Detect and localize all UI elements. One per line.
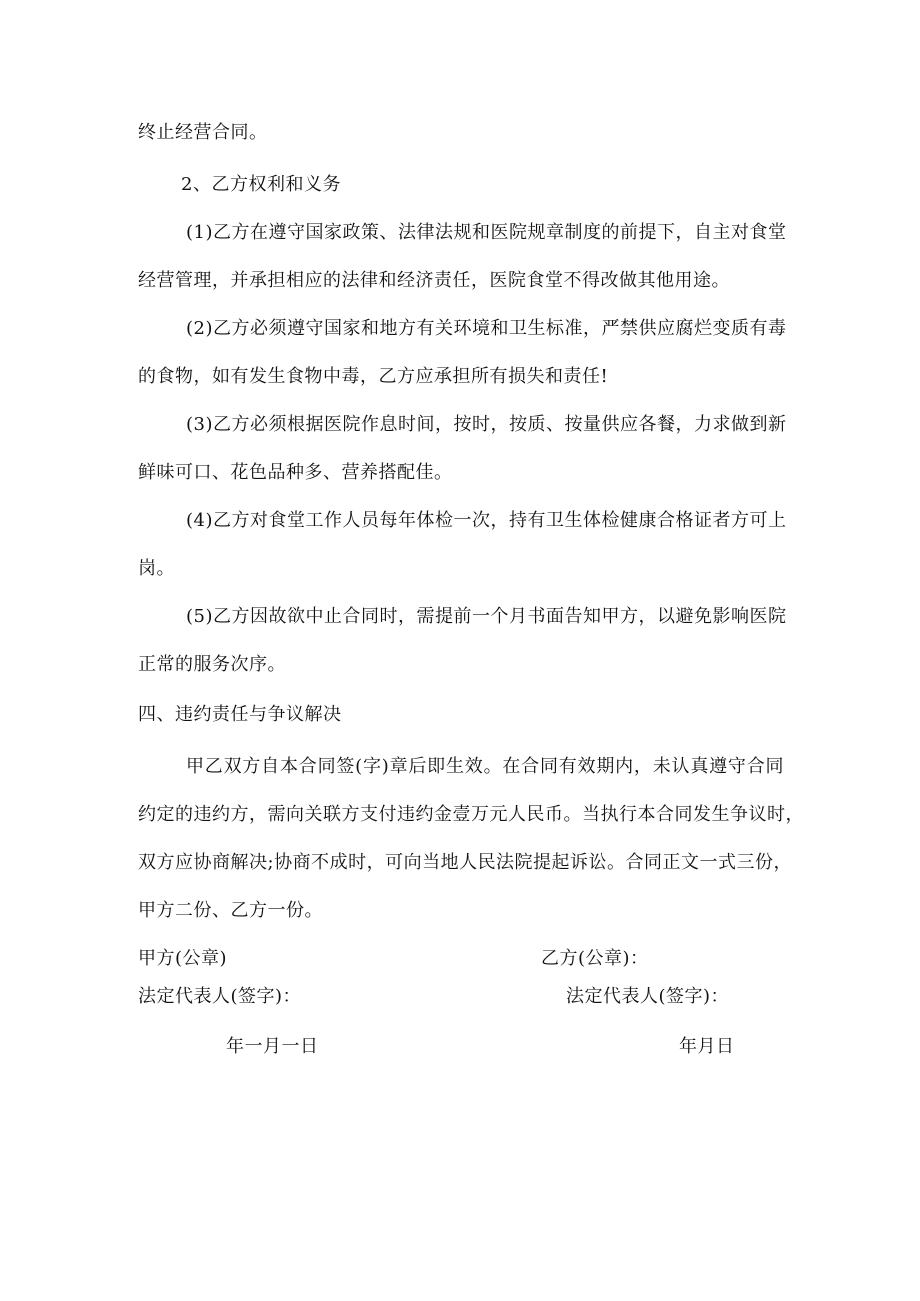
paragraph-line: 甲乙双方自本合同签(字)章后即生效。在合同有效期内，未认真遵守合同 — [186, 756, 784, 777]
paragraph-line: (5)乙方因故欲中止合同时，需提前一个月书面告知甲方，以避免影响医院 — [186, 606, 787, 627]
paragraph-line: 正常的服务次序。 — [138, 654, 286, 675]
paragraph-line: 终止经营合同。 — [138, 122, 268, 143]
paragraph-line: (2)乙方必须遵守国家和地方有关环境和卫生标准，严禁供应腐烂变质有毒 — [186, 318, 787, 339]
paragraph-line: 约定的违约方，需向关联方支付违约金壹万元人民币。当执行本合同发生争议时， — [138, 804, 804, 825]
party-b-seal-label: 乙方(公章)： — [541, 948, 649, 969]
paragraph-line: 鲜味可口、花色品种多、营养搭配佳。 — [138, 462, 453, 483]
party-b-date: 年月日 — [679, 1036, 735, 1057]
paragraph-line: 岗。 — [138, 558, 175, 579]
party-a-representative-label: 法定代表人(签字)： — [138, 986, 302, 1007]
paragraph-line: (4)乙方对食堂工作人员每年体检一次，持有卫生体检健康合格证者方可上 — [186, 510, 787, 531]
party-a-seal-label: 甲方(公章) — [138, 948, 228, 969]
paragraph-line: 经营管理，并承担相应的法律和经济责任，医院食堂不得改做其他用途。 — [138, 270, 730, 291]
section-heading: 四、违约责任与争议解决 — [138, 704, 342, 725]
paragraph-line: 双方应协商解决;协商不成时，可向当地人民法院提起诉讼。合同正文一式三份， — [138, 852, 793, 873]
paragraph-line: (3)乙方必须根据医院作息时间，按时，按质、按量供应各餐，力求做到新 — [186, 414, 787, 435]
paragraph-line: 的食物，如有发生食物中毒，乙方应承担所有损失和责任! — [138, 366, 609, 387]
party-a-date: 年一月一日 — [226, 1036, 319, 1057]
section-heading: 2、乙方权利和义务 — [181, 174, 341, 195]
party-b-representative-label: 法定代表人(签字)： — [566, 986, 730, 1007]
paragraph-line: 甲方二份、乙方一份。 — [138, 900, 323, 921]
paragraph-line: (1)乙方在遵守国家政策、法律法规和医院规章制度的前提下，自主对食堂 — [186, 222, 787, 243]
